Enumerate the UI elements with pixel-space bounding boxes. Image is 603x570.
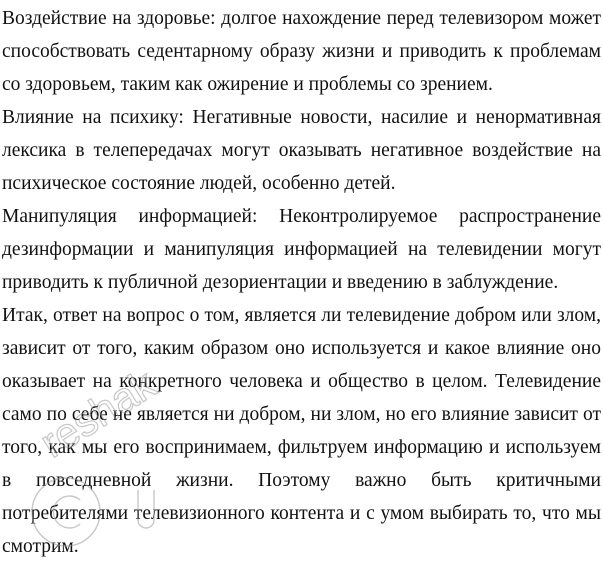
text-line: в повседневной жизни. Поэтому важно быть критичными	[2, 470, 601, 491]
svg-text:reshak: reshak	[31, 359, 164, 467]
text-line: Итак, ответ на вопрос о том, является ли телевидение добром или злом,	[2, 305, 601, 326]
text-line: само по себе не является ни добром, ни злом, но его влияние зависит от	[2, 404, 601, 425]
text-line: зависит от того, каким образом оно используется и какое влияние оно	[2, 338, 601, 359]
text-line: приводить к публичной дезориентации и введению в заблуждение.	[2, 272, 559, 293]
text-line: лексика в телепередачах могут оказывать негативное воздействие на	[2, 140, 601, 161]
text-line: оказывает на конкретного человека и общество в целом. Телевидение	[2, 371, 601, 392]
text-line: смотрим.	[2, 536, 79, 557]
text-line: со здоровьем, таким как ожирение и проблемы со зрением.	[2, 74, 493, 95]
text-line: Влияние на психику: Негативные новости, насилие и ненормативная	[2, 107, 601, 128]
text-line: потребителями телевизионного контента и с умом выбирать то, что мы	[2, 503, 601, 524]
text-line: Воздействие на здоровье: долгое нахождение перед телевизором может	[2, 8, 601, 29]
text-line: психическое состояние людей, особенно детей.	[2, 173, 396, 194]
text-line: того, как мы его воспринимаем, фильтруем информацию и используем	[2, 437, 601, 458]
text-line: способствовать седентарному образу жизни и приводить к проблемам	[2, 41, 601, 62]
text-line: Манипуляция информацией: Неконтролируемое распространение	[2, 206, 601, 227]
text-line: дезинформации и манипуляция информацией на телевидении могут	[2, 239, 601, 260]
